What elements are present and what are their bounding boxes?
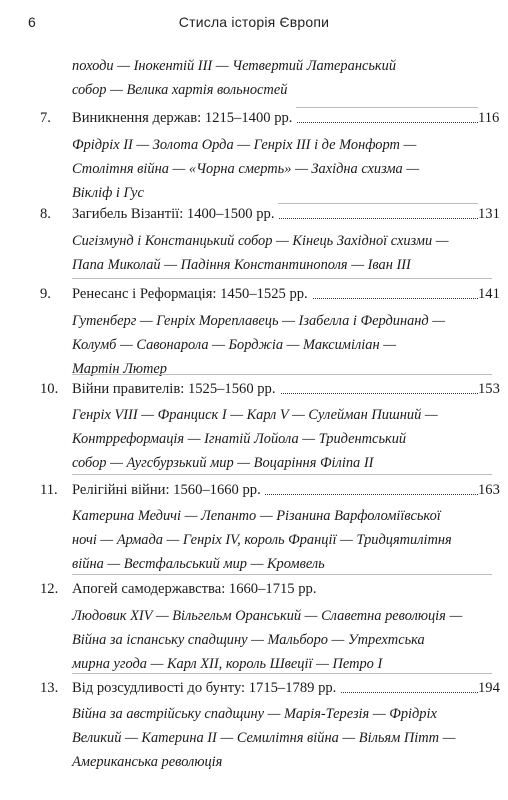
running-title: Стисла історія Європи: [178, 14, 330, 30]
description-line: Гутенберг — Генріх Мореплавець — Ізабелла і Фердинанд —: [72, 313, 446, 329]
description-line: Сигізмунд і Констанцький собор — Кінець Західної схизми —: [72, 233, 449, 249]
toc-entry-10[interactable]: [0, 378, 508, 400]
description-line: Колумб — Савонарола — Борджіа — Максиміліан —: [72, 337, 396, 353]
toc-entry-9[interactable]: [0, 283, 508, 305]
description-line: війна — Вестфальський мир — Кромвель: [72, 556, 325, 572]
entry-description: [72, 309, 492, 381]
description-line: Генріх VIII — Франциск І — Карл V — Сулейман Пишний —: [72, 407, 438, 423]
description-line: Мартін Лютер: [72, 361, 167, 377]
description-line: Контрреформація — Ігнатій Лойола — Тридентський: [72, 431, 407, 447]
entry-page: 153: [478, 378, 508, 400]
description-line: Війна за іспанську спадщину — Мальборо — Утрехтська: [72, 632, 425, 648]
entry-number: 10.: [40, 381, 59, 397]
entry-description: [72, 133, 492, 205]
description-line: Столітня війна — «Чорна смерть» — Західна схизма —: [72, 161, 420, 177]
description-line: Великий — Катерина ІІ — Семилітня війна — Вільям Пітт —: [72, 730, 456, 746]
page-header: [28, 14, 480, 34]
entry-page: 141: [478, 283, 508, 305]
continued-description: [72, 54, 492, 102]
description-line: мирна угода — Карл XII, король Швеції — Петро І: [72, 656, 383, 672]
entry-page: 194: [478, 677, 508, 699]
description-line: Фрідріх ІІ — Золота Орда — Генріх ІІІ і де Монфорт —: [72, 137, 417, 153]
description-line: Вікліф і Гус: [72, 185, 144, 201]
entry-description: [72, 229, 492, 277]
entry-number: 9.: [40, 286, 51, 302]
entry-title: Виникнення держав: 1215–1400 рр.: [72, 107, 296, 129]
toc-entry-8[interactable]: [0, 203, 508, 225]
section-divider: [72, 278, 492, 279]
section-divider: [72, 374, 492, 375]
description-line: Папа Миколай — Падіння Константинополя — Іван ІІІ: [72, 257, 411, 273]
entry-number: 8.: [40, 206, 51, 222]
description-line: Американська революція: [72, 754, 223, 770]
entry-description: [72, 504, 492, 576]
entry-description: [72, 604, 492, 676]
page-number: 6: [28, 14, 36, 30]
entry-number: 13.: [40, 680, 59, 696]
description-line: ночі — Армада — Генріх IV, король Франції — Тридцятилітня: [72, 532, 452, 548]
section-divider: [72, 474, 492, 475]
section-divider: [72, 673, 492, 674]
description-line: собор — Аугсбурзький мир — Воцаріння Філіпа ІІ: [72, 455, 374, 471]
description-line: Катерина Медичі — Лепанто — Різанина Варфоломіївської: [72, 508, 441, 524]
section-divider: [72, 574, 492, 575]
entry-description: [72, 403, 492, 475]
toc-entry-7[interactable]: [0, 107, 508, 129]
toc-entry-11[interactable]: [0, 479, 508, 501]
entry-page: 163: [478, 479, 508, 501]
entry-number: 11.: [40, 482, 58, 498]
entry-page: 131: [478, 203, 508, 225]
entry-page: 116: [478, 107, 508, 129]
entry-title: Війни правителів: 1525–1560 рр.: [72, 378, 280, 400]
entry-number: 7.: [40, 110, 51, 126]
entry-description: [72, 702, 492, 774]
entry-title: Ренесанс і Реформація: 1450–1525 рр.: [72, 283, 312, 305]
description-line: походи — Інокентій ІІІ — Четвертий Латеранський: [72, 58, 397, 74]
entry-title: Загибель Візантії: 1400–1500 рр.: [72, 203, 278, 225]
entry-title: Від розсудливості до бунту: 1715–1789 рр.: [72, 677, 340, 699]
toc-entry-13[interactable]: [0, 677, 508, 699]
description-line: Війна за австрійську спадщину — Марія-Терезія — Фрідріх: [72, 706, 437, 722]
entry-number: 12.: [40, 581, 59, 597]
entry-title: Апогей самодержавства: 1660–1715 рр.: [72, 578, 320, 600]
toc-entry-12[interactable]: [0, 578, 508, 600]
entry-title: Релігійні війни: 1560–1660 рр.: [72, 479, 265, 501]
description-line: собор — Велика хартія вольностей: [72, 82, 288, 98]
description-line: Людовик XIV — Вільгельм Оранський — Славетна революція —: [72, 608, 463, 624]
